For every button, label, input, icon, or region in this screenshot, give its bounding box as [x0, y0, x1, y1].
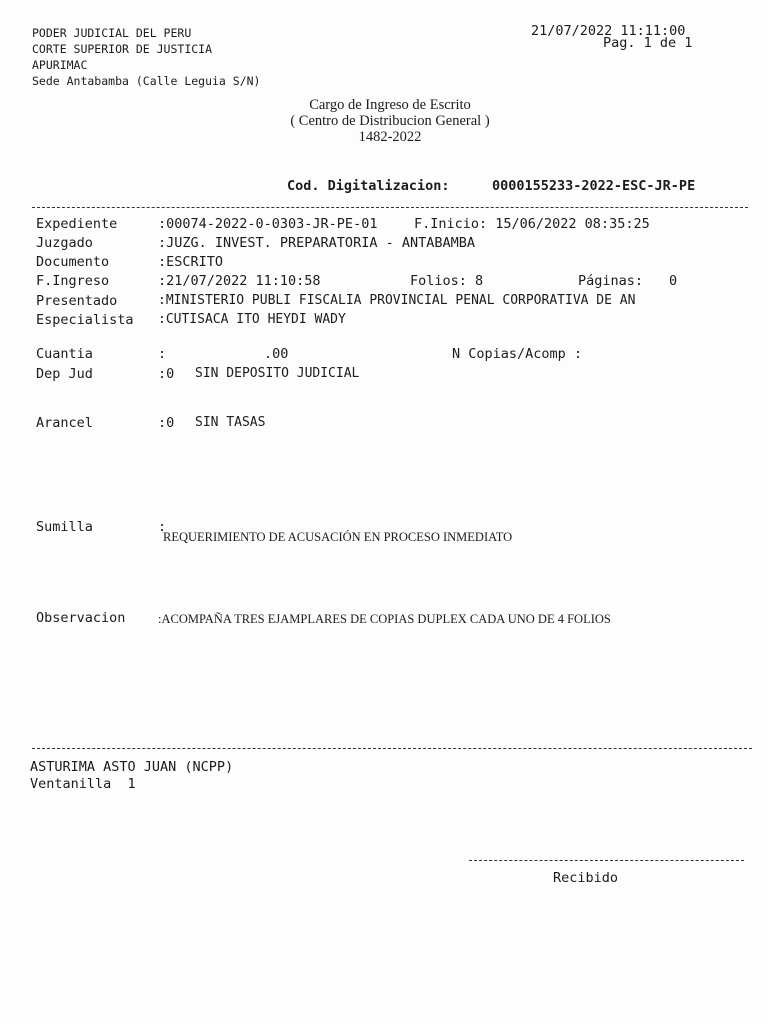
row-cuantia [36, 346, 736, 366]
header-page-number: Pag. 1 de 1 [603, 35, 693, 51]
documento-value: :ESCRITO [158, 254, 224, 270]
header-line-3: APURIMAC [32, 58, 88, 72]
recibido-label: Recibido [553, 870, 619, 886]
dep-jud-description: SIN DEPOSITO JUDICIAL [195, 366, 360, 381]
fecha-ingreso-value: :21/07/2022 11:10:58 [158, 273, 321, 289]
juzgado-label: Juzgado [36, 235, 93, 251]
cod-digitalizacion-value: 0000155233-2022-ESC-JR-PE [492, 178, 696, 194]
header-institution [32, 25, 260, 89]
arancel-label: Arancel [36, 415, 93, 431]
n-copias-label: N Copias/Acomp : [452, 346, 583, 362]
cod-digitalizacion-label: Cod. Digitalizacion: [287, 178, 450, 194]
row-fecha-ingreso [36, 273, 736, 293]
presentado-value: :MINISTERIO PUBLI FISCALIA PROVINCIAL PENAL CORPORATIVA DE AN [158, 293, 636, 308]
cuantia-label: Cuantia [36, 346, 93, 362]
row-expediente [36, 216, 736, 236]
row-documento [36, 254, 736, 274]
expediente-label: Expediente [36, 216, 118, 232]
row-dep-jud [36, 366, 736, 386]
row-arancel [36, 415, 736, 435]
fecha-inicio: F.Inicio: 15/06/2022 08:35:25 [414, 216, 650, 232]
receiver-name: ASTURIMA ASTO JUAN (NCPP) [30, 759, 234, 775]
header-line-4: Sede Antabamba (Calle Leguia S/N) [32, 74, 261, 88]
row-juzgado [36, 235, 736, 255]
especialista-value: :CUTISACA ITO HEYDI WADY [158, 312, 346, 327]
document-title [220, 97, 560, 145]
title-line-1: Cargo de Ingreso de Escrito [309, 97, 471, 113]
separator-bottom [32, 748, 752, 749]
folios-count: Folios: 8 [410, 273, 484, 289]
arancel-description: SIN TASAS [195, 415, 266, 430]
sumilla-label: Sumilla [36, 519, 93, 535]
header-line-1: PODER JUDICIAL DEL PERU [32, 26, 192, 40]
separator-top [32, 207, 748, 208]
row-sumilla [36, 519, 736, 555]
expediente-value: :00074-2022-0-0303-JR-PE-01 [158, 216, 378, 232]
cuantia-value: .00 [264, 346, 289, 362]
paginas-label: Páginas: [578, 273, 644, 289]
row-especialista [36, 312, 736, 332]
presentado-label: Presentado [36, 293, 118, 309]
documento-label: Documento [36, 254, 110, 270]
title-line-2: ( Centro de Distribucion General ) [290, 113, 490, 129]
sumilla-value: REQUERIMIENTO DE ACUSACIÓN EN PROCESO INMEDIATO [163, 530, 513, 544]
dep-jud-value: :0 [158, 366, 175, 382]
header-line-2: CORTE SUPERIOR DE JUSTICIA [32, 42, 213, 56]
juzgado-value: :JUZG. INVEST. PREPARATORIA - ANTABAMBA [158, 235, 475, 251]
header-datetime: 21/07/2022 11:11:00 [531, 23, 686, 39]
observacion-value: :ACOMPAÑA TRES EJAMPLARES DE COPIAS DUPLEX CADA UNO DE 4 FOLIOS [158, 612, 611, 626]
signature-line [469, 860, 744, 861]
title-line-3: 1482-2022 [358, 129, 422, 145]
paginas-value: 0 [669, 273, 678, 289]
sumilla-colon: : [158, 519, 167, 535]
fecha-ingreso-label: F.Ingreso [36, 273, 110, 289]
arancel-value: :0 [158, 415, 175, 431]
ventanilla: Ventanilla 1 [30, 776, 136, 792]
cuantia-colon: : [158, 346, 167, 362]
especialista-label: Especialista [36, 312, 134, 328]
row-presentado [36, 293, 716, 313]
dep-jud-label: Dep Jud [36, 366, 93, 382]
row-observacion [36, 610, 736, 630]
observacion-label: Observacion [36, 610, 126, 626]
